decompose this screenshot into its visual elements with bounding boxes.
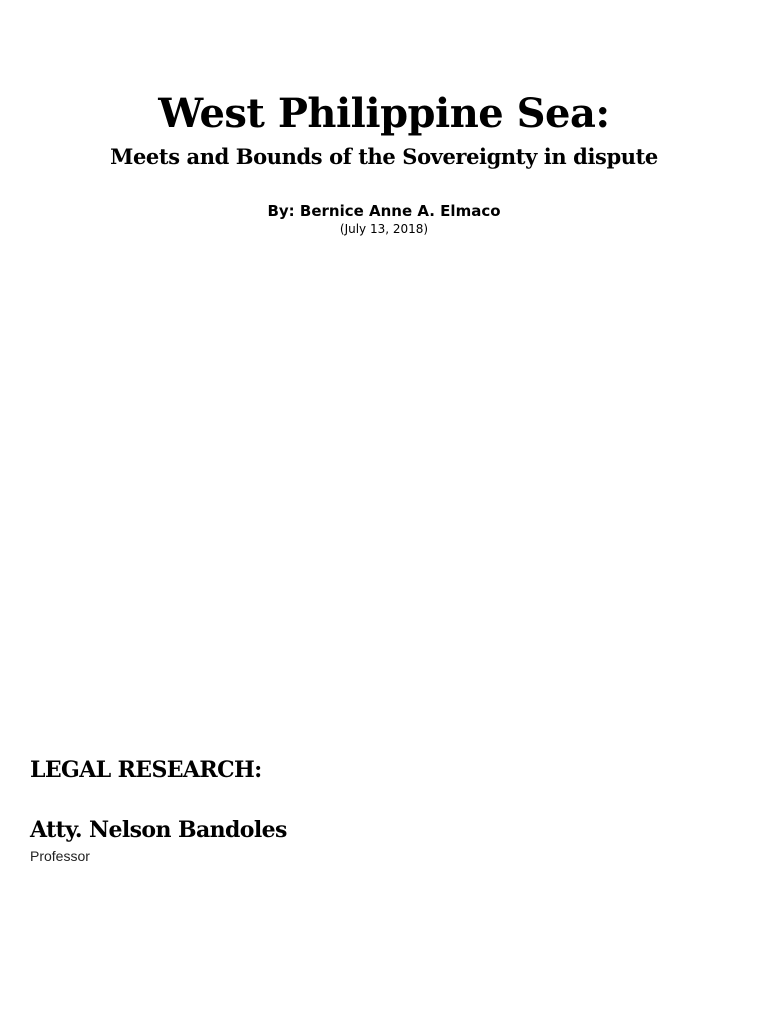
- professor-role: Professor: [30, 848, 90, 864]
- document-title: West Philippine Sea:: [158, 90, 610, 137]
- course-label: LEGAL RESEARCH:: [30, 757, 262, 783]
- document-subtitle: Meets and Bounds of the Sovereignty in dispute: [110, 144, 658, 169]
- document-date: (July 13, 2018): [339, 222, 429, 236]
- author-byline: By: Bernice Anne A. Elmaco: [267, 202, 501, 220]
- professor-name: Atty. Nelson Bandoles: [30, 817, 287, 843]
